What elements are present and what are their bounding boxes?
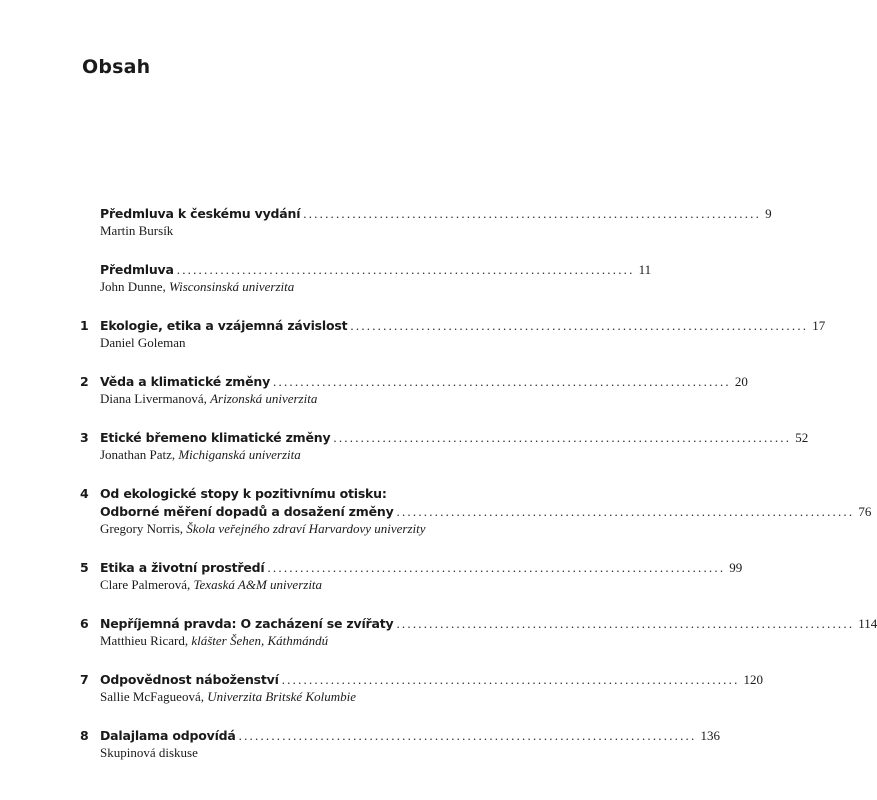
toc-author: Martin Bursík — [100, 223, 174, 238]
chapter-number: 1 — [80, 318, 89, 333]
toc-entry-chapter-1[interactable] — [0, 317, 826, 351]
dot-leader: .................................................................................... — [333, 430, 792, 445]
dot-leader: .................................................................................... — [176, 262, 635, 277]
toc-page-number: 120 — [743, 672, 764, 687]
chapter-number: 2 — [80, 374, 89, 389]
dot-leader: .................................................................................... — [281, 672, 740, 687]
chapter-number: 5 — [80, 560, 89, 575]
dot-leader: .................................................................................... — [303, 206, 762, 221]
chapter-number: 7 — [80, 672, 89, 687]
toc-entry-foreword[interactable] — [0, 261, 652, 295]
toc-title: Nepříjemná pravda: O zacházení se zvířaty — [100, 616, 394, 631]
toc-page-number: 76 — [858, 504, 872, 519]
toc-author: Matthieu Ricard, klášter Šehen, Káthmándú — [100, 633, 329, 648]
toc-entry-chapter-6[interactable] — [0, 615, 877, 649]
toc-title: Věda a klimatické změny — [100, 374, 271, 389]
toc-page-number: 52 — [795, 430, 809, 445]
toc-author: Jonathan Patz, Michiganská univerzita — [100, 447, 301, 462]
chapter-number: 4 — [80, 486, 89, 501]
toc-entry-chapter-3[interactable] — [0, 429, 809, 463]
dot-leader: .................................................................................... — [273, 374, 731, 389]
toc-title: Odpovědnost náboženství — [100, 672, 279, 687]
toc-entry-chapter-4[interactable] — [0, 485, 872, 537]
table-of-contents — [0, 205, 877, 783]
dot-leader: .................................................................................... — [267, 560, 726, 575]
toc-title: Předmluva k českému vydání — [100, 206, 301, 221]
toc-author: Clare Palmerová, Texaská A&M univerzita — [100, 577, 323, 592]
chapter-number: 8 — [80, 728, 89, 743]
toc-title: Dalajlama odpovídá — [100, 728, 236, 743]
toc-page-number: 17 — [812, 318, 826, 333]
toc-title-line-1: Od ekologické stopy k pozitivnímu otisku: — [100, 486, 387, 501]
toc-author: Sallie McFagueová, Univerzita Britské Kolumbie — [100, 689, 356, 704]
toc-page-number: 99 — [729, 560, 743, 575]
toc-entry-chapter-2[interactable] — [0, 373, 748, 407]
dot-leader: .................................................................................... — [396, 504, 855, 519]
toc-title: Ekologie, etika a vzájemná závislost — [100, 318, 348, 333]
dot-leader: .................................................................................... — [238, 728, 697, 743]
toc-page-number: 136 — [700, 728, 720, 743]
toc-entry-foreword-czech[interactable] — [0, 205, 772, 239]
dot-leader: .................................................................................... — [350, 318, 809, 333]
toc-author: Diana Livermanová, Arizonská univerzita — [100, 391, 318, 406]
toc-author: John Dunne, Wisconsinská univerzita — [100, 279, 295, 294]
toc-title: Předmluva — [100, 262, 174, 277]
toc-author: Skupinová diskuse — [100, 745, 198, 760]
chapter-number: 3 — [80, 430, 89, 445]
toc-author: Daniel Goleman — [100, 335, 186, 350]
toc-page-number: 20 — [734, 374, 748, 389]
toc-author: Gregory Norris, Škola veřejného zdraví Harvardovy univerzity — [100, 521, 426, 536]
toc-page-number: 9 — [765, 206, 772, 221]
page-title: Obsah — [82, 56, 151, 78]
dot-leader: .................................................................................... — [396, 616, 855, 631]
toc-title: Etické břemeno klimatické změny — [100, 430, 331, 445]
toc-entry-chapter-5[interactable] — [0, 559, 743, 593]
toc-title: Odborné měření dopadů a dosažení změny — [100, 504, 394, 519]
toc-page-number: 11 — [638, 262, 652, 277]
chapter-number: 6 — [80, 616, 89, 631]
toc-title: Etika a životní prostředí — [100, 560, 265, 575]
toc-entry-chapter-8[interactable] — [0, 727, 720, 761]
toc-page-number: 114 — [858, 616, 877, 631]
toc-entry-chapter-7[interactable] — [0, 671, 764, 705]
